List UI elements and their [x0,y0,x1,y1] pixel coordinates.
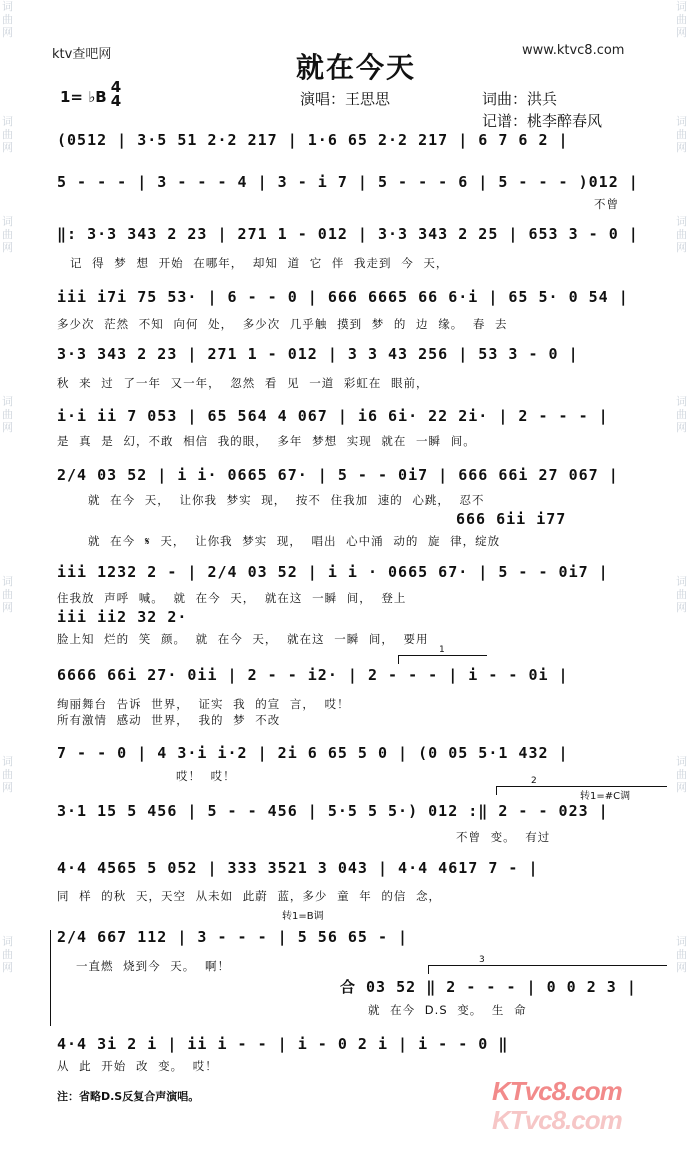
singer-credit: 演唱：王思思 [300,90,391,108]
key-change-b: 转1=B调 [282,911,324,922]
score-row-16: 合 03 52 ‖ 2 - - - | 0 0 2 3 | [340,978,637,996]
volta-bracket-1: 1 [398,655,487,664]
lyric-row-15: 一直燃 烧到今 天。 啊！ [76,959,230,973]
watermark-right: 词曲网 [676,575,687,614]
lyric-row-4: 多少次 茫然 不知 向何 处， 多少次 几乎触 摸到 梦 的 边 缘。 春 去 [57,317,508,331]
site-name-left: ktv查吧网 [52,47,112,62]
lyric-row-9: 住我放 声呼 喊。 就 在今 天， 就在这 一瞬 间， 登上 [57,591,407,605]
lyric-row-3: 记 得 梦 想 开始 在哪年， 却知 道 它 伴 我走到 今 天， [70,256,449,270]
composer-credit: 词曲：洪兵 [482,90,558,108]
watermark-left: 词曲网 [2,395,13,434]
watermark-left: 词曲网 [2,0,13,39]
score-row-7: 2/4 03 52 | i i· 0665 67· | 5 - - 0i7 | 666 66i 27 067 | [57,466,619,484]
score-row-17: 4·4 3i 2 i | ii i - - | i - 0 2 i | i - - 0 ‖ [57,1035,509,1053]
transcriber-credit: 记谱：桃李醉春风 [482,112,603,130]
watermark-right: 词曲网 [676,0,687,39]
site-url-right[interactable]: www.ktvc8.com [522,43,625,58]
song-title: 就在今天 [296,51,417,84]
score-row-4: iii i7i 75 53· | 6 - - 0 | 666 6665 66 6·i | 65 5· 0 54 | [57,288,629,306]
watermark-left: 词曲网 [2,755,13,794]
score-row-6: i·i ii 7 053 | 65 564 4 067 | i6 6i· 22 2i· | 2 - - - | [57,407,609,425]
watermark-left: 词曲网 [2,215,13,254]
time-signature: 4 4 [110,78,122,110]
score-row-5: 3·3 343 2 23 | 271 1 - 012 | 3 3 43 256 | 53 3 - 0 | [57,345,579,363]
lyric-row-10: 脸上知 烂的 笑 颜。 就 在今 天， 就在这 一瞬 间， 要用 [57,632,429,646]
lyric-row-16: 就 在今 D.S 变。 生 命 [368,1003,527,1017]
score-row-3: ‖: 3·3 343 2 23 | 271 1 - 012 | 3·3 343 2 25 | 653 3 - 0 | [57,225,639,243]
lyric-row-8: 就 在今 𝄋 天， 让你我 梦实 现， 唱出 心中涌 动的 旋 律，绽放 [88,534,501,548]
volta-bracket-3: 3 [428,965,667,974]
lyric-row-2: 不曾 [594,197,619,211]
site-logo-reflection: KTvc8.com [492,1105,622,1135]
lyric-row-5: 秋 来 过 了一年 又一年， 忽然 看 见 一道 彩虹在 眼前， [57,376,429,390]
score-row-1: (0512 | 3·5 51 2·2 217 | 1·6 65 2·2 217 | 6 7 6 2 | [57,131,569,149]
lyric-row-7: 就 在今 天， 让你我 梦实 现， 按不 住我加 速的 心跳， 忍不 [88,493,485,507]
lyric-row-11b: 所有激情 感动 世界， 我的 梦 不改 [57,713,281,727]
watermark-right: 词曲网 [676,115,687,154]
watermark-left: 词曲网 [2,935,13,974]
watermark-left: 词曲网 [2,575,13,614]
lyric-row-14: 同 样 的秋 天，天空 从未如 此蔚 蓝，多少 童 年 的信 念， [57,889,442,903]
score-row-11: 6666 66i 27· 0ii | 2 - - i2· | 2 - - - | i - - 0i | [57,666,569,684]
footer-note: 注：省略D.S反复合声演唱。 [57,1090,200,1103]
watermark-right: 词曲网 [676,395,687,434]
volta-bracket-2: 2 [496,786,667,795]
score-row-14: 4·4 4565 5 052 | 333 3521 3 043 | 4·4 4617 7 - | [57,859,539,877]
watermark-left: 词曲网 [2,115,13,154]
score-row-15: 2/4 667 112 | 3 - - - | 5 56 65 - | [57,928,409,946]
watermark-right: 词曲网 [676,215,687,254]
watermark-right: 词曲网 [676,935,687,974]
lyric-row-13: 不曾 变。 有过 [456,830,551,844]
key-change-c: 转1=#C调 [580,791,631,802]
watermark-right: 词曲网 [676,755,687,794]
bracket-bar [50,930,51,1026]
score-row-2: 5 - - - | 3 - - - 4 | 3 - i 7 | 5 - - - 6 | 5 - - - )012 | [57,173,639,191]
site-logo: KTvc8.com [492,1076,622,1106]
score-row-8: 666 6ii i77 [456,510,567,528]
score-row-12: 7 - - 0 | 4 3·i i·2 | 2i 6 65 5 0 | (0 05 5·1 432 | [57,744,569,762]
score-row-13: 3·1 15 5 456 | 5 - - 456 | 5·5 5 5·) 012 :‖ 2 - - 023 | [57,802,609,820]
score-row-10: iii ii2 32 2· [57,608,188,626]
key-signature: 1= ♭B [60,88,107,106]
lyric-row-6: 是 真 是 幻，不敢 相信 我的眼， 多年 梦想 实现 就在 一瞬 间。 [57,434,476,448]
lyric-row-11a: 绚丽舞台 告诉 世界， 证实 我 的宣 言， 哎！ [57,697,350,711]
lyric-row-17: 从 此 开始 改 变。 哎！ [57,1059,218,1073]
score-row-9: iii 1232 2 - | 2/4 03 52 | i i · 0665 67· | 5 - - 0i7 | [57,563,609,581]
lyric-row-12: 哎！ 哎！ [176,769,236,783]
